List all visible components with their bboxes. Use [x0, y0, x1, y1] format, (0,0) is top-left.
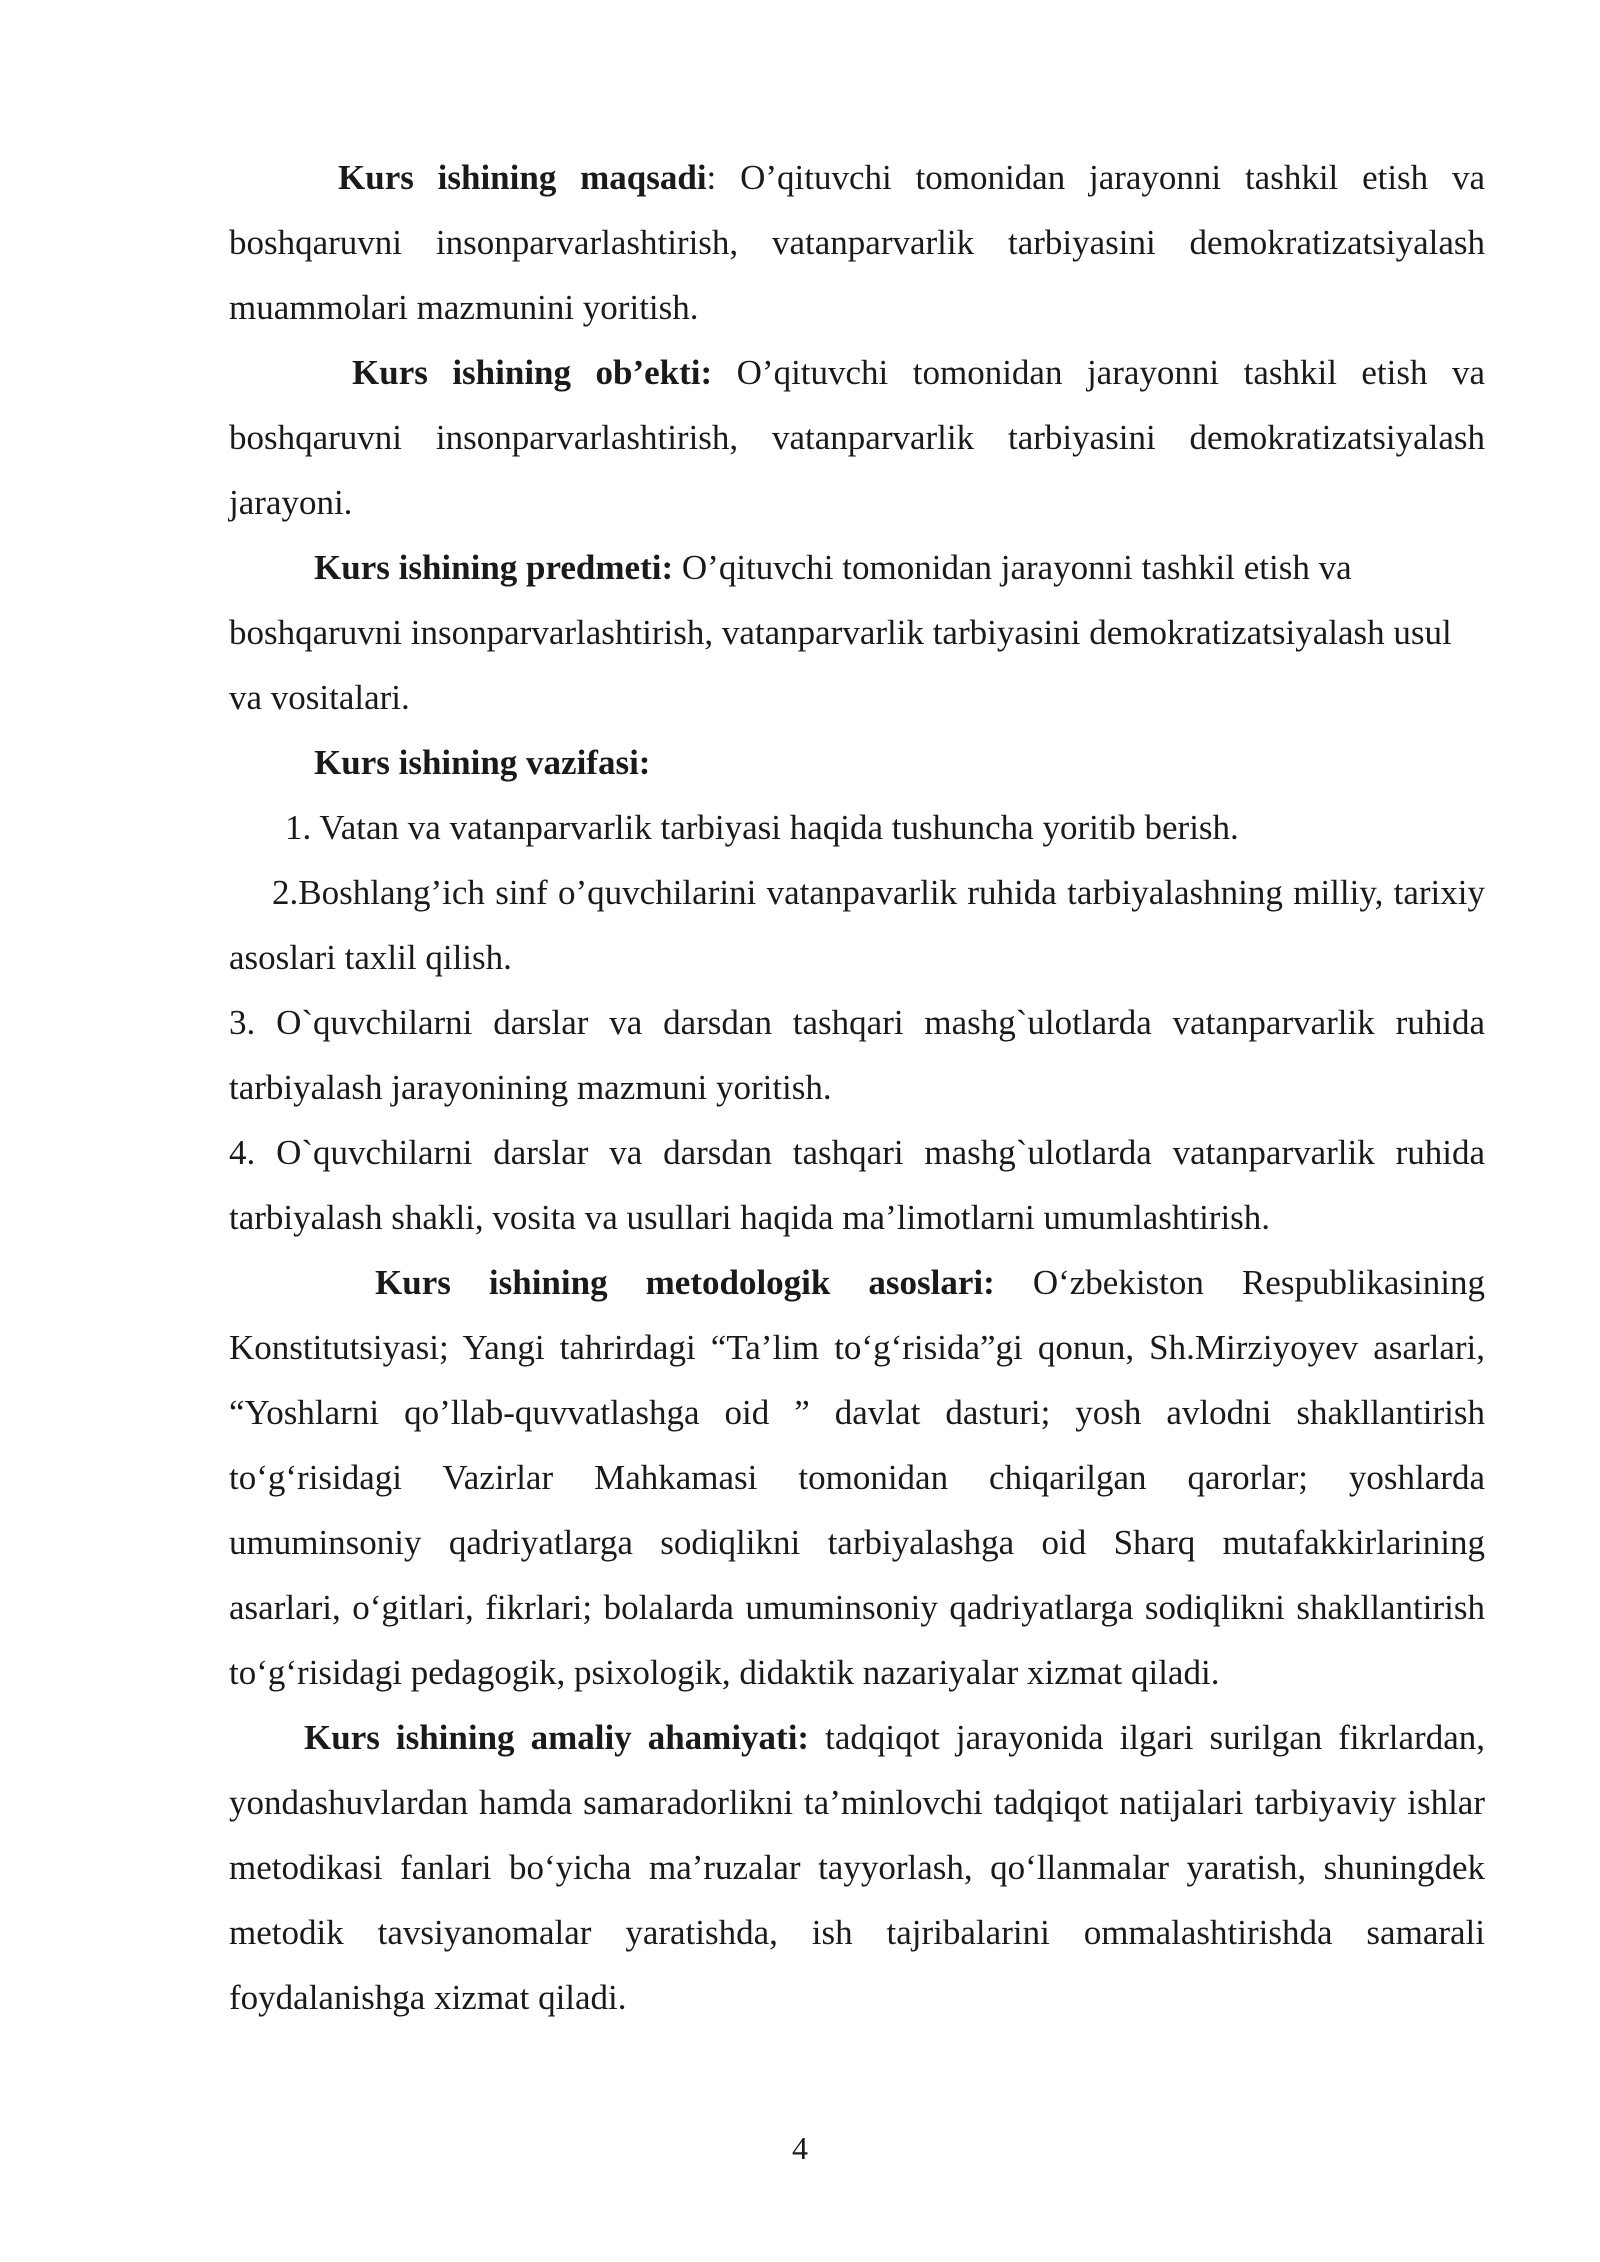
paragraph-metodologik-asoslari: [229, 1250, 1485, 1705]
paragraph-label: Kurs ishining maqsadi: [338, 158, 707, 197]
paragraph-amaliy-ahamiyati: [229, 1705, 1485, 2030]
paragraph-label: Kurs ishining metodologik asoslari:: [375, 1263, 995, 1302]
paragraph-text: O‘zbekiston Respublikasining Konstitutsiyasi; Yangi tahrirdagi “Ta’lim to‘g‘risida”gi qonun, Sh.Mirziyoyev asarlari, “Yoshlarni qo’llab-quvvatlashga oid ” davlat dasturi; yosh avlodni shakllantirish to‘g‘risidagi Vazirlar Mahkamasi tomonidan chiqarilgan qarorlar; yoshlarda umuminsoniy qadriyatlarga sodiqlikni tarbiyalashga oid Sharq mutafakkirlarining asarlari, o‘gitlari, fikrlari; bolalarda umuminsoniy qadriyatlarga sodiqlikni shakllantirish to‘g‘risidagi pedagogik, psixologik, didaktik nazariyalar xizmat qiladi.: [229, 1263, 1485, 1692]
paragraph-predmeti: [229, 535, 1485, 730]
page-number: 4: [792, 2130, 808, 2166]
list-item-2: [229, 860, 1485, 990]
paragraph-obekti: [229, 340, 1485, 535]
label-separator: [809, 1718, 825, 1757]
label-separator: :: [706, 158, 741, 197]
paragraph-text: O’qituvchi tomonidan jarayonni tashkil etish va boshqaruvni insonparvarlashtirish, vatanparvarlik tarbiyasini demokratizatsiyalash jarayoni.: [229, 353, 1486, 522]
paragraph-label: Kurs ishining ob’ekti:: [352, 353, 713, 392]
paragraph-text: O’qituvchi tomonidan jarayonni tashkil etish va boshqaruvni insonparvarlashtirish, vatanparvarlik tarbiyasini demokratizatsiyalash usul va vositalari.: [229, 548, 1452, 717]
paragraph-label: Kurs ishining predmeti:: [314, 548, 674, 587]
label-separator: [673, 548, 682, 587]
list-item-3: [229, 990, 1485, 1120]
paragraph-text: 2.Boshlang’ich sinf o’quvchilarini vatanpavarlik ruhida tarbiyalashning milliy, tarixiy asoslari taxlil qilish.: [229, 873, 1485, 977]
label-separator: [712, 353, 736, 392]
paragraph-label: Kurs ishining vazifasi:: [314, 743, 651, 782]
heading-vazifasi: [229, 730, 1485, 795]
paragraph-maqsadi: [229, 145, 1485, 340]
paragraph-text: 4. O`quvchilarni darslar va darsdan tashqari mashg`ulotlarda vatanparvarlik ruhida tarbiyalash shakli, vosita va usullari haqida ma’limotlarni umumlashtirish.: [229, 1133, 1485, 1237]
paragraph-text: 3. O`quvchilarni darslar va darsdan tashqari mashg`ulotlarda vatanparvarlik ruhida tarbiyalash jarayonining mazmuni yoritish.: [229, 1003, 1485, 1107]
list-item-4: [229, 1120, 1485, 1250]
paragraph-text: O’qituvchi tomonidan jarayonni tashkil etish va boshqaruvni insonparvarlashtirish, vatanparvarlik tarbiyasini demokratizatsiyalash muammolari mazmunini yoritish.: [229, 158, 1485, 327]
page-body: [229, 145, 1485, 2030]
paragraph-text: 1. Vatan va vatanparvarlik tarbiyasi haqida tushuncha yoritib berish.: [285, 808, 1239, 847]
paragraph-text: tadqiqot jarayonida ilgari surilgan fikrlardan, yondashuvlardan hamda samaradorlikni ta’minlovchi tadqiqot natijalari tarbiyaviy ishlar metodikasi fanlari bo‘yicha ma’ruzalar tayyorlash, qo‘llanmalar yaratish, shuningdek metodik tavsiyanomalar yaratishda, ish tajribalarini ommalashtirishda samarali foydalanishga xizmat qiladi.: [229, 1718, 1485, 2017]
label-separator: [995, 1263, 1033, 1302]
list-item-1: [229, 795, 1485, 860]
paragraph-label: Kurs ishining amaliy ahamiyati:: [304, 1718, 810, 1757]
